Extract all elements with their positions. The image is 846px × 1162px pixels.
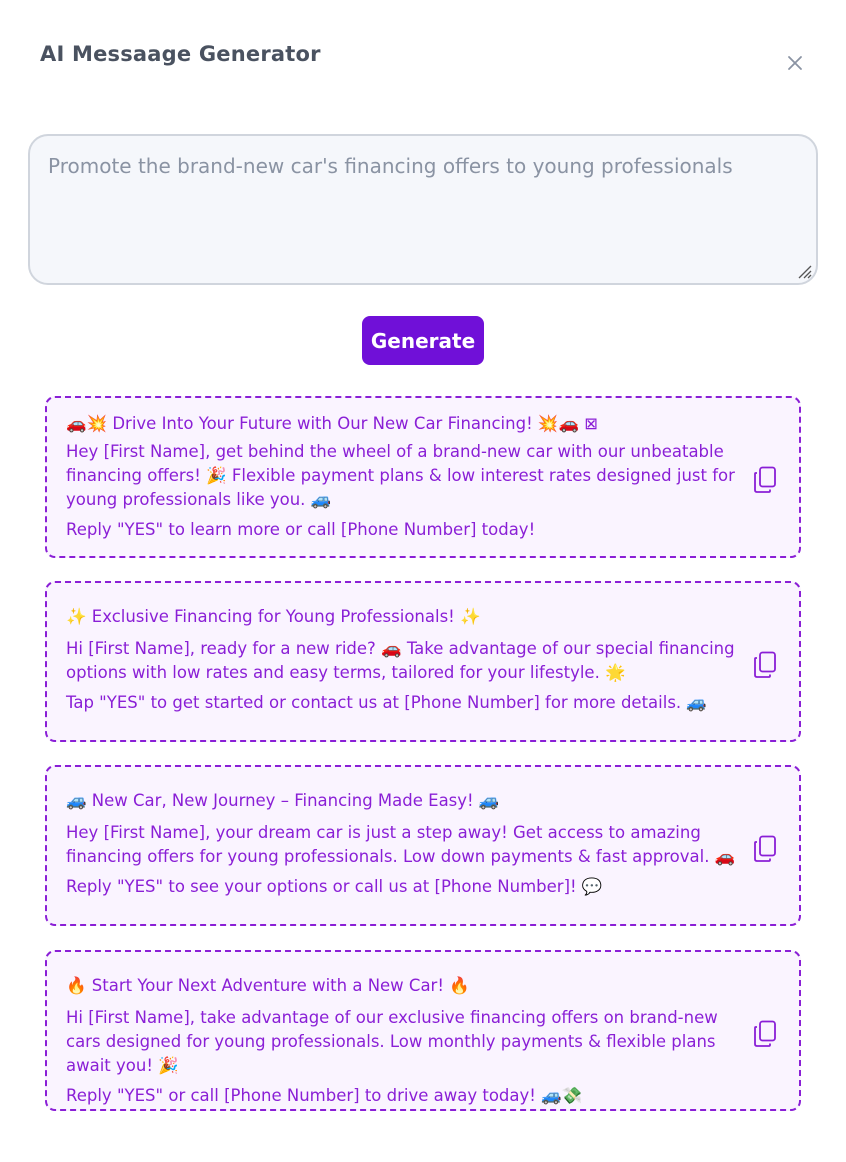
message-content: [66, 412, 742, 542]
copy-icon[interactable]: [753, 651, 777, 679]
message-title: 🚙 New Car, New Journey – Financing Made Easy! 🚙: [66, 791, 500, 810]
message-content: [66, 605, 742, 715]
message-text: Hi [First Name], take advantage of our exclusive financing offers on brand-new cars designed for young professionals. Low monthly payments & flexible plans await you! 🎉: [66, 1008, 718, 1075]
message-text: Hey [First Name], your dream car is just a step away! Get access to amazing financing offers for young professionals. Low down payments & fast approval. 🚗: [66, 823, 736, 866]
generate-button[interactable]: Generate: [362, 316, 484, 365]
prompt-field: [28, 134, 818, 285]
message-content: [66, 789, 742, 899]
message-card: [45, 765, 801, 926]
message-card: [45, 396, 801, 558]
copy-icon[interactable]: [753, 1020, 777, 1048]
copy-icon[interactable]: [753, 835, 777, 863]
message-cta: Reply "YES" to see your options or call us at [Phone Number]! 💬: [66, 877, 603, 896]
message-title: 🚗💥 Drive Into Your Future with Our New Car Financing! 💥🚗 ⊠: [66, 414, 599, 433]
prompt-textarea[interactable]: [30, 136, 816, 283]
message-card: [45, 581, 801, 742]
close-button[interactable]: [782, 50, 808, 76]
message-card: [45, 950, 801, 1111]
resize-handle-icon[interactable]: [796, 263, 812, 279]
message-cta: Reply "YES" or call [Phone Number] to drive away today! 🚙💸: [66, 1086, 583, 1105]
message-title: ✨ Exclusive Financing for Young Professionals! ✨: [66, 607, 481, 626]
message-cta: Reply "YES" to learn more or call [Phone Number] today!: [66, 520, 536, 539]
message-text: Hi [First Name], ready for a new ride? 🚗 Take advantage of our special financing options with low rates and easy terms, tailored for your lifestyle. 🌟: [66, 639, 735, 682]
copy-icon[interactable]: [753, 466, 777, 494]
message-content: [66, 974, 742, 1108]
message-title: 🔥 Start Your Next Adventure with a New Car! 🔥: [66, 976, 470, 995]
close-icon: [787, 55, 803, 71]
message-cta: Tap "YES" to get started or contact us at [Phone Number] for more details. 🚙: [66, 693, 707, 712]
modal-title: AI Messaage Generator: [40, 42, 321, 66]
message-text: Hey [First Name], get behind the wheel of a brand-new car with our unbeatable financing offers! 🎉 Flexible payment plans & low interest rates designed just for young professionals like you. 🚙: [66, 442, 735, 509]
